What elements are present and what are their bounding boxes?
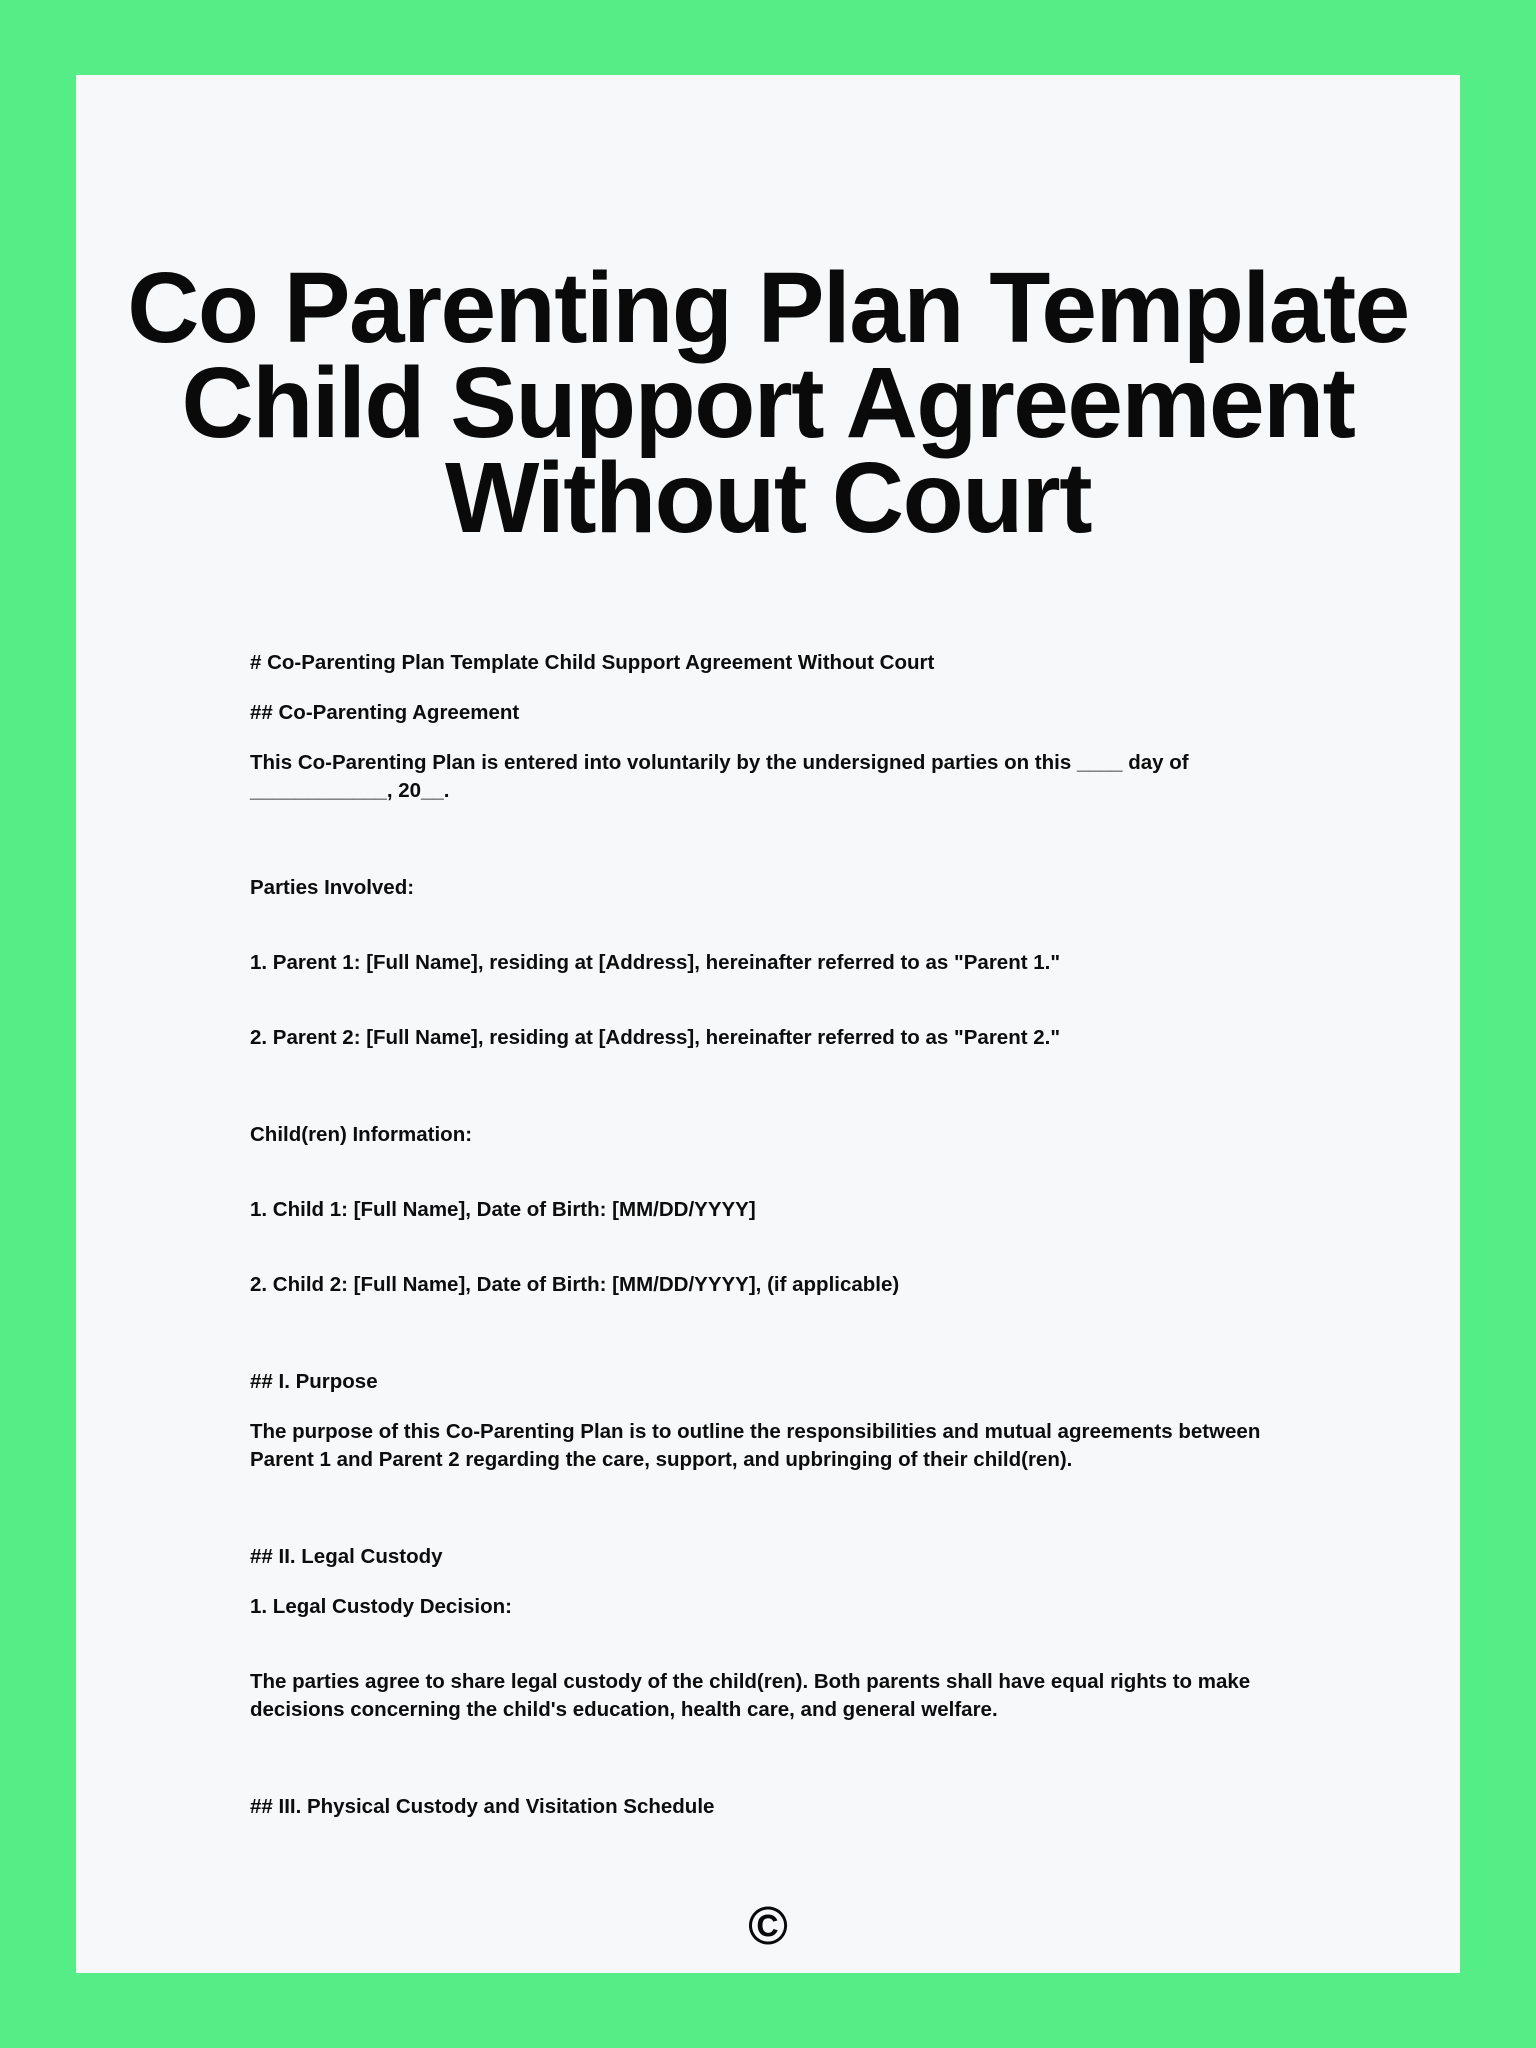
- document-paragraph: The parties agree to share legal custody of the child(ren). Both parents shall have equal rights to make decisions concerning the child's education, health care, and general welfare.: [250, 1670, 1251, 1721]
- document-title: [86, 252, 1450, 554]
- document-paragraph: 1. Child 1: [Full Name], Date of Birth: [MM/DD/YYYY]: [250, 1198, 756, 1221]
- document-title-line: Without Court: [444, 442, 1092, 554]
- document-paragraph: ## Co-Parenting Agreement: [250, 701, 520, 724]
- document-paragraph: 2. Parent 2: [Full Name], residing at [Address], hereinafter referred to as "Parent 2.": [250, 1026, 1061, 1049]
- document-paragraph: ## III. Physical Custody and Visitation Schedule: [250, 1795, 715, 1818]
- document-paragraph: Child(ren) Information:: [250, 1123, 473, 1146]
- document-paragraph: This Co-Parenting Plan is entered into voluntarily by the undersigned parties on this ____ day of ____________, 20__.: [250, 751, 1189, 802]
- document-paragraph: Parties Involved:: [250, 876, 415, 899]
- document-body: [250, 649, 1270, 1821]
- document-paragraph: The purpose of this Co-Parenting Plan is to outline the responsibilities and mutual agreements between Parent 1 and Parent 2 regarding the care, support, and upbringing of their child(ren).: [250, 1420, 1261, 1471]
- document-paragraph: 1. Parent 1: [Full Name], residing at [Address], hereinafter referred to as "Parent 1.": [250, 951, 1061, 974]
- document-title-line: Child Support Agreement: [181, 347, 1355, 459]
- copyright-icon: ©: [748, 1896, 788, 1956]
- document-paragraph: 2. Child 2: [Full Name], Date of Birth: [MM/DD/YYYY], (if applicable): [250, 1273, 900, 1296]
- document-page: [76, 75, 1460, 1973]
- document-paragraph: 1. Legal Custody Decision:: [250, 1595, 512, 1618]
- document-paragraph: ## II. Legal Custody: [250, 1545, 443, 1568]
- document-title-line: Co Parenting Plan Template: [127, 252, 1409, 364]
- document-paragraph: ## I. Purpose: [250, 1370, 378, 1393]
- document-paragraph: # Co-Parenting Plan Template Child Support Agreement Without Court: [250, 651, 935, 674]
